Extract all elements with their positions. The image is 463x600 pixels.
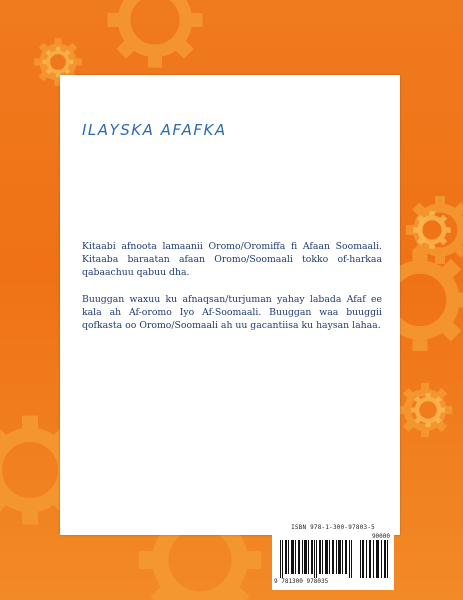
description-paragraph-2: Buuggan waxuu ku afnaqsan/turjuman yahay labada Afaf ee kala ah Af-oromo Iyo Af-Soomaali. Buuggan waa buuggii qofkasta oo Oromo/Soomaali ah uu gacantiisa ku haysan lahaa. (82, 294, 382, 331)
description (82, 240, 382, 346)
description-paragraph-1: Kitaabi afnoota lamaanii Oromo/Oromiffa fi Afaan Soomaali. Kitaaba baraatan afaan Oromo/Soomaali tokko of-harkaa qabaachuu qabuu dha. (82, 241, 382, 278)
isbn-barcode-block (272, 518, 394, 590)
price-barcode-icon (360, 540, 388, 578)
isbn-label: ISBN 978-1-300-97803-5 (291, 524, 375, 531)
price-code: 90000 (371, 533, 390, 540)
barcode-icon (280, 540, 352, 578)
text-panel (60, 75, 400, 535)
book-title: ILAYSKA AFAFKA (82, 121, 227, 139)
isbn-digits: 9 781300 978035 (274, 578, 329, 585)
